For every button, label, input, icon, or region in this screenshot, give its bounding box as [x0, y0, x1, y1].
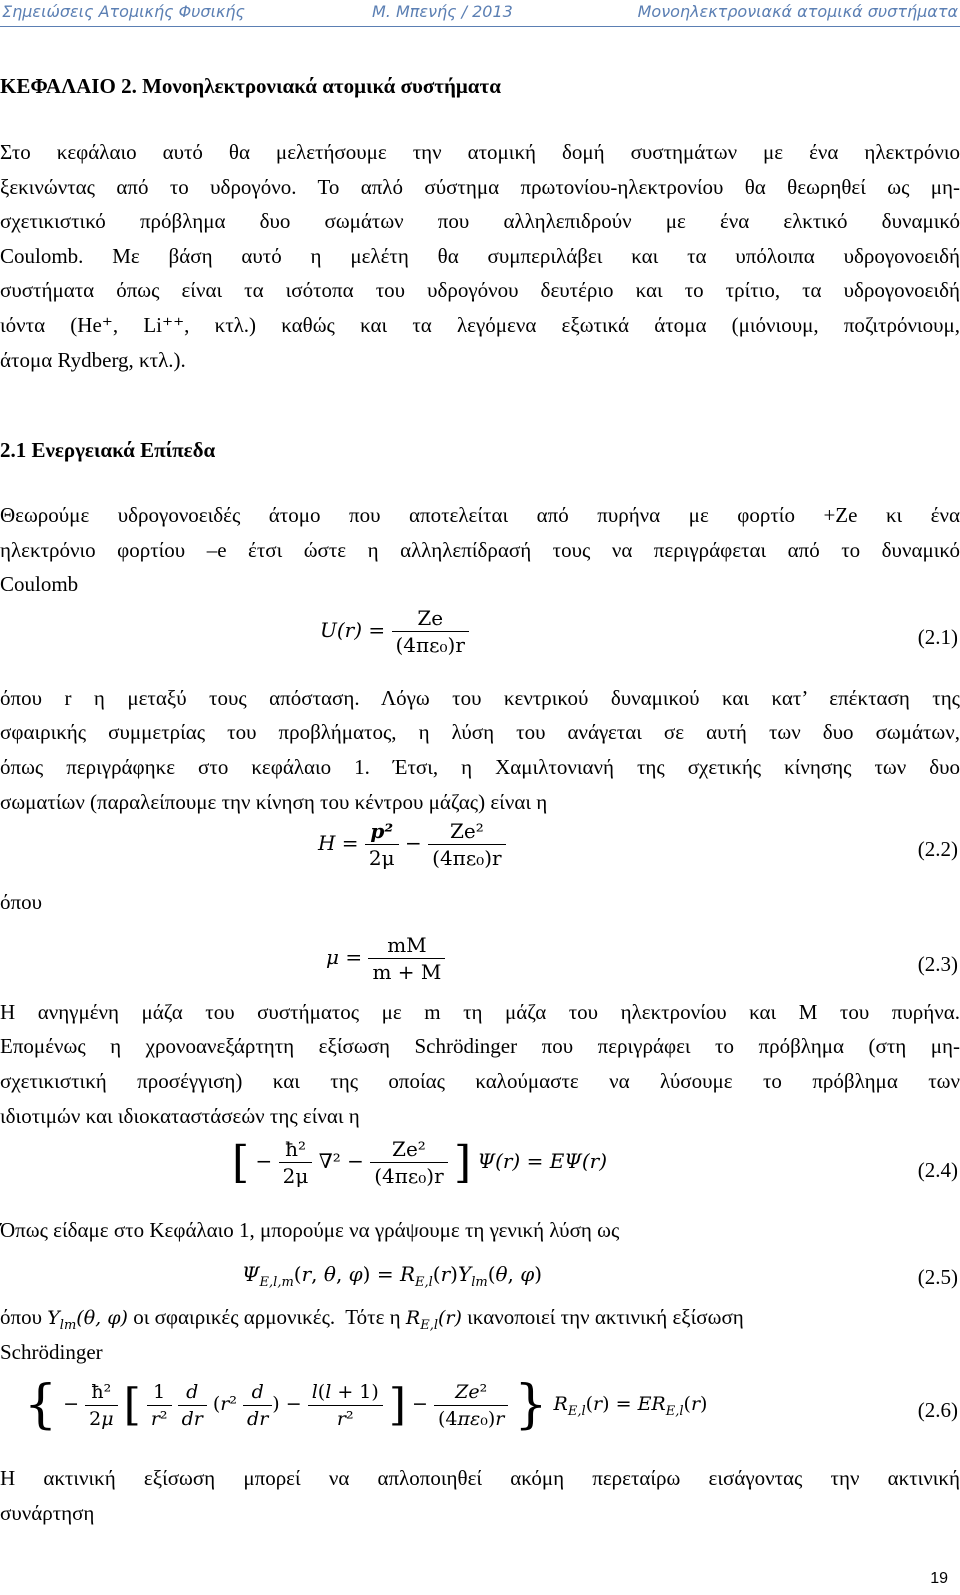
eq4-denominator-1: 2μ [279, 1162, 313, 1189]
eq2-numerator-2: Ze² [449, 819, 484, 843]
page-number: 19 [930, 1570, 948, 1587]
section-line-3: Coulomb [0, 572, 79, 596]
para3-line-2: Επομένως η χρονοανεξάρτητη εξίσωση Schrödinger που περιγράφει το πρόβλημα (στη μη- [0, 1034, 960, 1058]
eq1-fraction [392, 605, 469, 658]
intro-line-2: ξεκινώντας από το υδρογόνο. Το απλό σύστημα πρωτονίου-ηλεκτρονίου θα θεωρηθεί ως μη- [0, 175, 960, 199]
header-rule [0, 26, 960, 27]
eq1-denominator: (4πε₀)r [392, 631, 469, 658]
intro-line-5: συστήματα όπως είναι τα ισότοπα του υδρογόνου δευτέριο και το τρίτιο, τα υδρογονοειδή [0, 278, 960, 302]
eq4-fraction-2 [370, 1136, 447, 1189]
header-right: Μονοηλεκτρονιακά ατομικά συστήματα [637, 2, 958, 21]
eq4-right-bracket: ] [454, 1137, 472, 1188]
equation-2-3 [326, 932, 445, 985]
header-left: Σημειώσεις Ατομικής Φυσικής [2, 2, 245, 21]
equation-2-5: $\Psi_{E,l,m}(r$, θ, $\varphi) = R_{E,l}(r)Y_{lm}(\theta$, φ) [242, 1262, 543, 1290]
eq2-denominator-1: 2μ [365, 844, 399, 871]
intro-line-1: Στο κεφάλαιο αυτό θα μελετήσουμε την ατομική δομή συστημάτων με ένα ηλεκτρόνιο [0, 140, 960, 164]
equation-2-4 [232, 1136, 607, 1189]
para2-line-3: όπως περιγράφηκε στο κεφάλαιο 1. Έτσι, η Χαμιλτονιανή της σχετικής κίνησης των δυο [0, 755, 960, 779]
intro-line-7: άτομα Rydberg, κτλ.). [0, 348, 186, 372]
para2-line-1: όπου r η μεταξύ τους απόσταση. Λόγω του κεντρικού δυναμικού και κατ’ επέκταση της [0, 686, 960, 710]
para6-line-2: συνάρτηση [0, 1501, 95, 1525]
eq1-label: (2.1) [917, 625, 958, 649]
eq4-minus: − [255, 1149, 273, 1173]
eq1-lhs: U(r) = [320, 618, 386, 642]
eq3-numerator: mM [387, 933, 427, 957]
eq4-numerator-2: Ze² [392, 1137, 426, 1161]
running-header [0, 0, 960, 24]
eq2-denominator-2: (4πε₀)r [428, 844, 505, 871]
para2-line-4: σωματίων (παραλείπουμε την κίνηση του κέντρου μάζας) είναι η [0, 790, 548, 814]
intro-line-3: σχετικιστικό πρόβλημα δυο σωμάτων που αλληλεπιδρούν με ένα ελκτικό δυναμικό [0, 209, 960, 233]
eq4-nabla: ∇² [318, 1149, 341, 1173]
eq4-fraction-1 [279, 1136, 313, 1189]
eq4-denominator-2: (4πε₀)r [370, 1162, 447, 1189]
eq2-label: (2.2) [917, 837, 958, 861]
intro-line-4: Coulomb. Με βάση αυτό η μελέτη θα συμπεριλάβει και τα υπόλοιπα υδρογονοειδή [0, 244, 960, 268]
eq4-label: (2.4) [917, 1158, 958, 1182]
eq4-left-bracket: [ [232, 1137, 250, 1188]
intro-line-6: ιόντα (He⁺, Li⁺⁺, κτλ.) καθώς και τα λεγόμενα εξωτικά άτομα (μιόνιουμ, ποζιτρόνιουμ, [0, 313, 960, 337]
eq3-denominator: m + M [368, 958, 445, 985]
eq2-fraction-1 [365, 818, 399, 871]
para3-line-4: ιδιοτιμών και ιδιοκαταστάσεών της είναι η [0, 1104, 360, 1128]
para5-line-2: Schrödinger [0, 1340, 103, 1364]
eq6-label: (2.6) [917, 1398, 958, 1422]
equation-2-2 [318, 818, 506, 871]
eq3-lhs: μ = [326, 945, 363, 969]
equation-2-6: { − $\frac{\text{ħ²}}{2\mu}$ [ $\frac{1}{\text{r²}}$ $\frac{d}{dr}$ (r² $\frac{d}{dr}$ ) − $\frac{l(l + 1)}{\text{r²}}$ ] − $\frac{\text{Ze²}}{\text{(4πε₀)r}}$ } $R_{E,l}(r) = ER_{E,l}(r)$ [24, 1375, 708, 1435]
para4: Όπως είδαμε στο Κεφάλαιο 1, μπορούμε να γράψουμε τη γενική λύση ως [0, 1218, 620, 1242]
eq1-numerator: Ze [417, 606, 444, 630]
para3-line-1: Η ανηγμένη μάζα του συστήματος με m τη μάζα του ηλεκτρονίου και M του πυρήνα. [0, 1000, 960, 1024]
section-title: 2.1 Ενεργειακά Επίπεδα [0, 438, 216, 462]
eq2-lhs: H = [318, 831, 359, 855]
para6-line-1: Η ακτινική εξίσωση μπορεί να απλοποιηθεί ακόμη περεταίρω εισάγοντας την ακτινική [0, 1466, 960, 1490]
para2-line-2: σφαιρικής συμμετρίας του προβλήματος, η λύση του ανάγεται σε αυτή των δυο σωμάτων, [0, 720, 960, 744]
section-line-1: Θεωρούμε υδρογονοειδές άτομο που αποτελείται από πυρήνα με φορτίο +Ze κι ένα [0, 503, 960, 527]
header-center: Μ. Μπενής / 2013 [372, 2, 513, 21]
eq4-numerator-1: ħ² [285, 1137, 306, 1161]
eq2-fraction-2 [428, 818, 505, 871]
para3-line-3: σχετικιστική προσέγγιση) και της οποίας καλούμαστε να λύσουμε το πρόβλημα των [0, 1069, 960, 1093]
eq5-label: (2.5) [917, 1265, 958, 1289]
para5-line-1: όπου $Y_{lm}(\theta$, φ) οι σφαιρικές αρμονικές. Τότε η $R_{E,l}(r)$ ικανοποιεί την ακτινική εξίσωση [0, 1305, 744, 1333]
eq2-numerator-1: p² [370, 819, 394, 843]
eq3-label: (2.3) [917, 952, 958, 976]
eq4-minus-2: − [347, 1149, 364, 1173]
eq4-rhs: Ψ(r) = EΨ(r) [477, 1149, 608, 1173]
eq2-minus: − [405, 831, 422, 855]
eq3-fraction [368, 932, 445, 985]
chapter-title: ΚΕΦΑΛΑΙΟ 2. Μονοηλεκτρονιακά ατομικά συστήματα [0, 74, 501, 98]
equation-2-1 [320, 605, 469, 658]
opou-label: όπου [0, 890, 42, 914]
section-line-2: ηλεκτρόνιο φορτίου –e έτσι ώστε η αλληλεπίδρασή τους να περιγράφεται από το δυναμικό [0, 538, 960, 562]
